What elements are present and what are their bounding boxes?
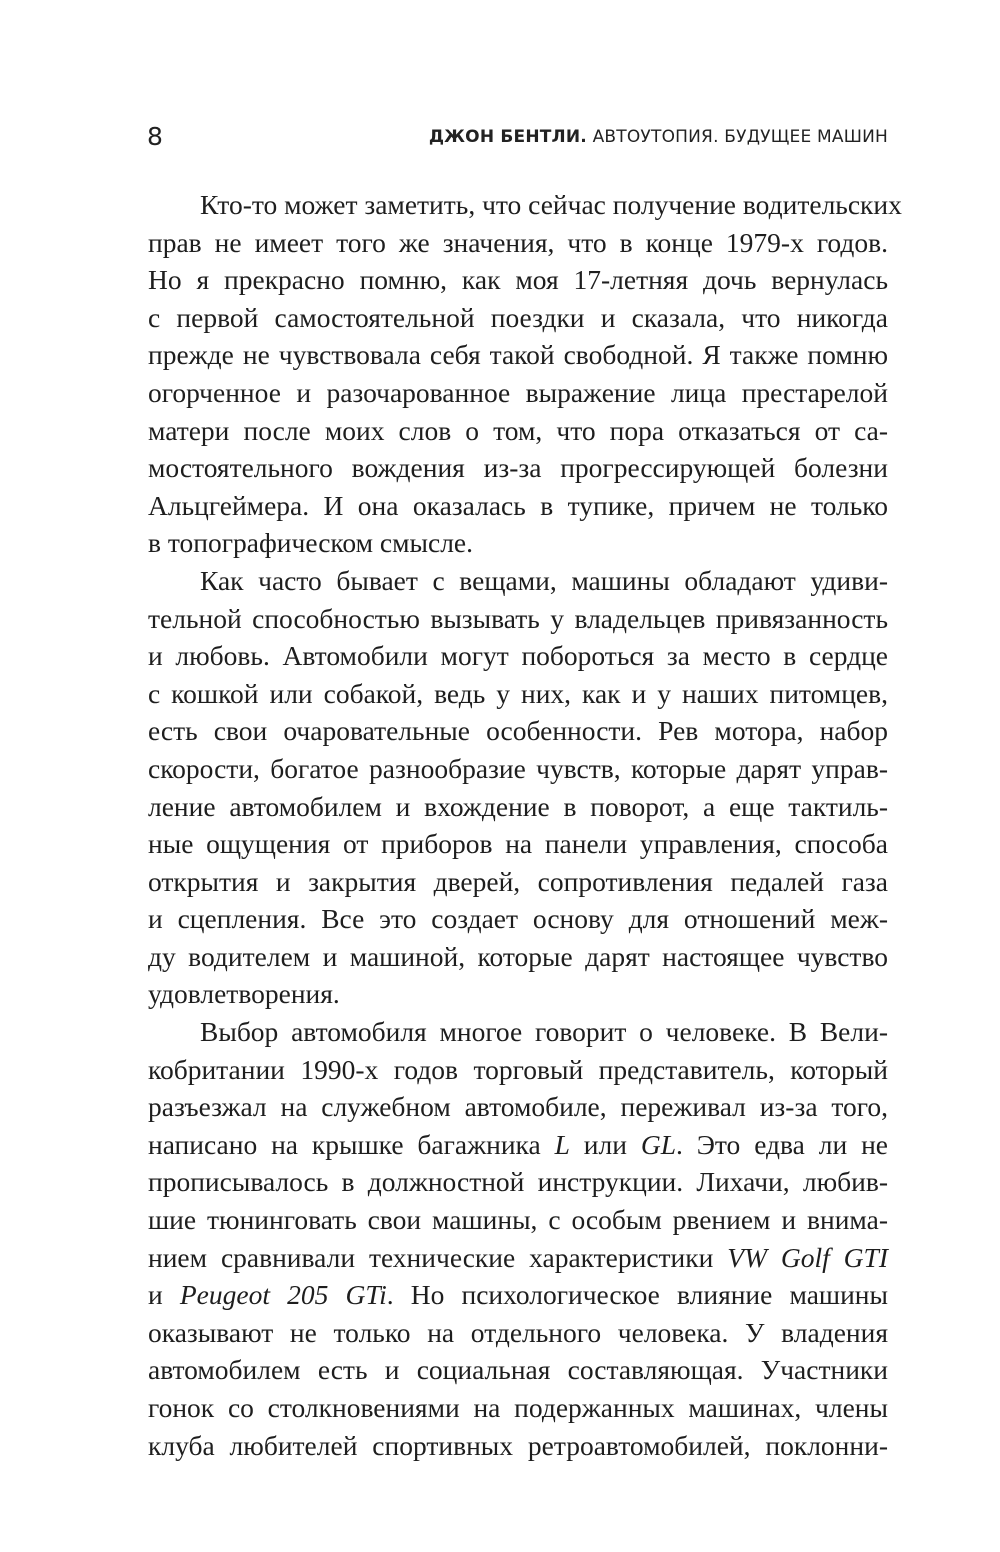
text-line bbox=[148, 1163, 888, 1201]
text-line bbox=[148, 1314, 888, 1352]
text-segment: и любовь. Автомобили могут побороться за место в сердце bbox=[148, 640, 888, 672]
text-line bbox=[148, 261, 888, 299]
text-segment: скорости, богатое разнообразие чувств, которые дарят управ- bbox=[148, 752, 888, 784]
text-line bbox=[148, 1239, 888, 1277]
text-line bbox=[148, 1427, 888, 1465]
text-line bbox=[148, 1351, 888, 1389]
text-segment: открытия и закрытия дверей, сопротивления педалей газа bbox=[148, 865, 888, 897]
text-segment: написано на крышке багажника bbox=[148, 1128, 555, 1160]
text-segment: . Но психологическое влияние машины bbox=[386, 1279, 888, 1311]
paragraph bbox=[148, 1013, 888, 1464]
text-line bbox=[148, 788, 888, 826]
text-segment: Выбор автомобиля многое говорит о человеке. В Вели- bbox=[200, 1016, 888, 1048]
text-segment: Как часто бывает с вещами, машины обладают удиви- bbox=[200, 564, 888, 596]
text-segment: и bbox=[148, 1279, 180, 1311]
text-segment: есть свои очаровательные особенности. Рев мотора, набор bbox=[148, 715, 888, 747]
text-line bbox=[148, 938, 888, 976]
text-segment: ду водителем и машиной, которые дарят настоящее чувство bbox=[148, 940, 888, 972]
text-line bbox=[148, 487, 888, 525]
text-line bbox=[148, 524, 888, 562]
text-line bbox=[148, 712, 888, 750]
text-line bbox=[148, 449, 888, 487]
text-line bbox=[148, 863, 888, 901]
text-segment: с кошкой или собакой, ведь у них, как и у наших питомцев, bbox=[148, 677, 888, 709]
author-name: ДЖОН БЕНТЛИ. bbox=[428, 127, 587, 147]
italic-text: L bbox=[554, 1128, 570, 1160]
text-line bbox=[148, 224, 888, 262]
text-segment: прав не имеет того же значения, что в конце 1979-х годов. bbox=[148, 226, 888, 258]
text-segment: гонок со столкновениями на подержанных машинах, члены bbox=[148, 1392, 888, 1423]
text-line bbox=[148, 412, 888, 450]
text-segment: разъезжал на служебном автомобиле, переживал из-за того, bbox=[148, 1091, 888, 1123]
text-line bbox=[148, 600, 888, 638]
text-line bbox=[148, 374, 888, 412]
text-segment: Но я прекрасно помню, как моя 17-летняя дочь вернулась bbox=[148, 264, 888, 296]
text-line bbox=[148, 336, 888, 374]
paragraph bbox=[148, 562, 888, 1013]
text-segment: кобритании 1990-х годов торговый представитель, который bbox=[148, 1053, 888, 1085]
text-segment: шие тюнинговать свои машины, с особым рвением и внима- bbox=[148, 1204, 888, 1236]
text-segment: ные ощущения от приборов на панели управления, способа bbox=[148, 828, 888, 860]
text-segment: тельной способностью вызывать у владельцев привязанность bbox=[148, 602, 888, 634]
text-segment: Альцгеймера. И она оказалась в тупике, причем не только bbox=[148, 489, 888, 521]
text-line bbox=[148, 299, 888, 337]
text-segment: ление автомобилем и вхождение в поворот, а еще тактиль- bbox=[148, 790, 888, 822]
italic-text: GL bbox=[640, 1128, 676, 1160]
text-line bbox=[148, 562, 888, 600]
text-segment: . Это едва ли не bbox=[675, 1128, 888, 1160]
text-line bbox=[148, 1126, 888, 1164]
text-segment: мостоятельного вождения из-за прогрессирующей болезни bbox=[148, 452, 888, 484]
italic-text: VW Golf GTI bbox=[727, 1241, 888, 1273]
text-segment: удовлетворения. bbox=[148, 978, 340, 1010]
text-segment: с первой самостоятельной поездки и сказала, что никогда bbox=[148, 301, 888, 333]
running-title bbox=[429, 127, 888, 147]
text-line bbox=[148, 825, 888, 863]
text-line bbox=[148, 1051, 888, 1089]
text-segment: и сцепления. Все это создает основу для отношений меж- bbox=[148, 903, 888, 935]
text-line bbox=[148, 1276, 888, 1314]
text-segment: прописывалось в должностной инструкции. Лихачи, любив- bbox=[148, 1166, 888, 1198]
text-segment: матери после моих слов о том, что пора отказаться от са- bbox=[148, 414, 888, 446]
text-line bbox=[148, 186, 902, 224]
text-line bbox=[148, 637, 888, 675]
text-segment: или bbox=[569, 1128, 641, 1160]
text-line bbox=[148, 900, 888, 938]
text-segment: в топографическом смысле. bbox=[148, 527, 473, 559]
text-segment: оказывают не только на отдельного человека. У владения bbox=[148, 1316, 888, 1348]
text-line bbox=[148, 1389, 888, 1427]
text-line bbox=[148, 675, 888, 713]
text-line bbox=[148, 1013, 888, 1051]
page-number: 8 bbox=[147, 122, 163, 151]
text-segment: нием сравнивали технические характеристики bbox=[148, 1241, 728, 1273]
paragraph bbox=[148, 186, 902, 562]
text-segment: автомобилем есть и социальная составляющая. Участники bbox=[148, 1354, 888, 1386]
text-line bbox=[148, 1088, 888, 1126]
text-segment: прежде не чувствовала себя такой свободной. Я также помню bbox=[148, 339, 888, 371]
text-segment: Кто-то может заметить, что сейчас получение водительских bbox=[200, 189, 902, 220]
text-segment: клуба любителей спортивных ретроавтомобилей, поклонни- bbox=[148, 1429, 888, 1461]
text-line bbox=[148, 750, 888, 788]
italic-text: Peugeot 205 GTi bbox=[179, 1279, 387, 1311]
text-segment: огорченное и разочарованное выражение лица престарелой bbox=[148, 376, 888, 408]
book-title: АВТОУТОПИЯ. БУДУЩЕЕ МАШИН bbox=[592, 127, 888, 147]
page-body bbox=[148, 186, 902, 1464]
text-line bbox=[148, 975, 888, 1013]
text-line bbox=[148, 1201, 888, 1239]
